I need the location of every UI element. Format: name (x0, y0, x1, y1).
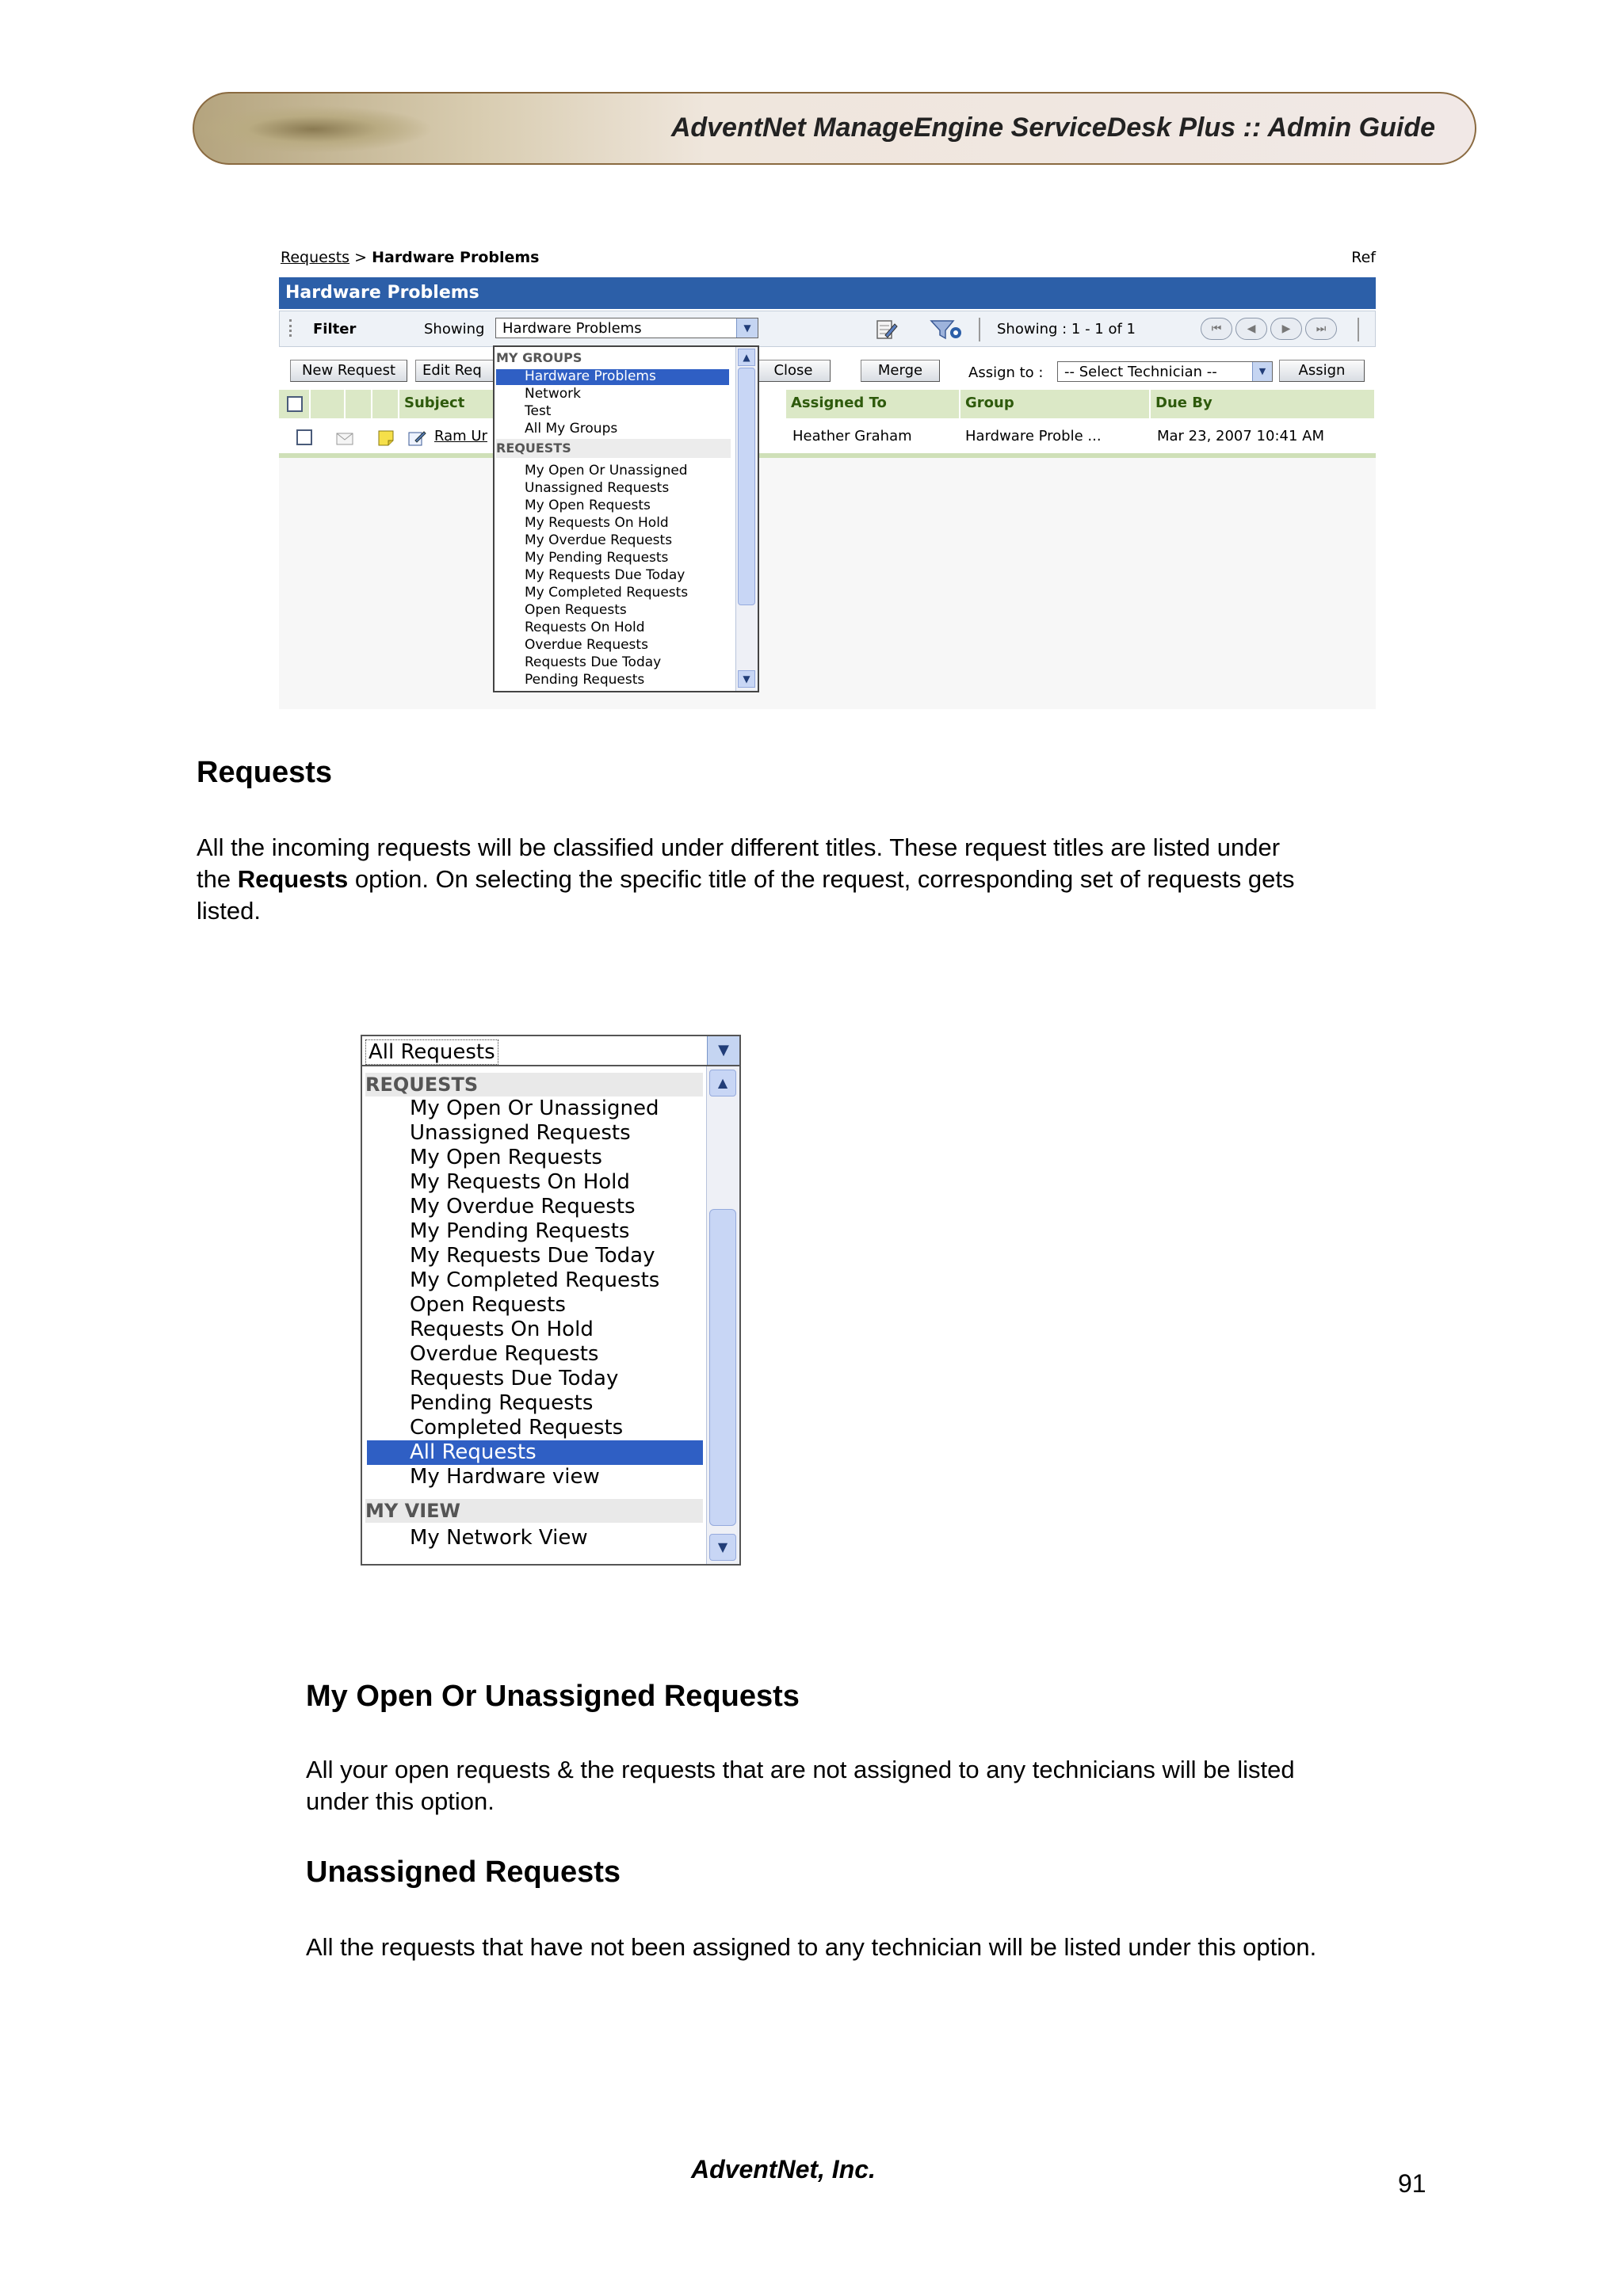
breadcrumb (281, 249, 540, 266)
paragraph-line: All your open requests & the requests that are not assigned to any technicians will be listed (306, 1756, 1295, 1783)
dropdown-item[interactable]: Requests On Hold (525, 620, 645, 635)
dropdown-item[interactable]: Unassigned Requests (410, 1121, 631, 1145)
edit-request-button[interactable]: Edit Req (415, 360, 495, 382)
dropdown-item[interactable]: Requests Due Today (525, 654, 662, 670)
dropdown-item[interactable]: My Network View (410, 1526, 588, 1550)
dropdown-item[interactable]: My Overdue Requests (410, 1195, 636, 1219)
first-page-icon[interactable]: ⏮ (1201, 318, 1232, 340)
text-run: option. On selecting the specific title of the request, corresponding set of requests gets (348, 865, 1295, 893)
row-subject-link[interactable]: Ram Ur (434, 428, 487, 444)
dropdown-item[interactable]: My Hardware view (410, 1465, 600, 1489)
scroll-up-icon[interactable]: ▲ (709, 1070, 736, 1097)
banner-artwork (194, 93, 456, 165)
previous-page-icon[interactable]: ◀ (1235, 318, 1267, 340)
header-select-all[interactable] (279, 390, 311, 418)
row-due-by: Mar 23, 2007 10:41 AM (1157, 428, 1324, 444)
section-heading-unassigned: Unassigned Requests (306, 1855, 621, 1889)
dropdown-item[interactable]: Requests On Hold (410, 1318, 594, 1341)
row-group: Hardware Proble ... (965, 428, 1102, 444)
dropdown-item[interactable]: Requests Due Today (410, 1367, 619, 1390)
header-banner (193, 92, 1476, 165)
dropdown-item[interactable]: My Overdue Requests (525, 532, 673, 548)
showing-dropdown-list[interactable] (493, 345, 759, 692)
screenshot-all-requests-dropdown (361, 1035, 743, 1566)
dropdown-item[interactable]: My Requests On Hold (410, 1170, 630, 1194)
dropdown-group-label: REQUESTS (365, 1073, 703, 1097)
chevron-down-icon[interactable]: ▼ (1252, 362, 1272, 381)
action-bar (279, 355, 1376, 387)
paragraph-line: All the incoming requests will be classified under different titles. These request titles are listed under (197, 833, 1281, 861)
grip-icon (289, 319, 295, 337)
dropdown-item-selected[interactable]: All Requests (410, 1440, 537, 1464)
scrollbar-thumb[interactable] (709, 1209, 736, 1526)
dropdown-item[interactable]: Pending Requests (525, 672, 645, 688)
dropdown-item[interactable]: All My Groups (525, 421, 618, 437)
paragraph-line: All the requests that have not been assigned to any technician will be listed under this option. (306, 1933, 1317, 1961)
showing-count: Showing : 1 - 1 of 1 (997, 321, 1136, 338)
dropdown-item[interactable]: My Open Or Unassigned (410, 1097, 659, 1120)
note-icon[interactable] (377, 429, 395, 447)
dropdown-item[interactable]: Open Requests (410, 1293, 566, 1317)
header-blank (346, 390, 372, 418)
header-blank (372, 390, 399, 418)
page-number: 91 (1398, 2169, 1426, 2198)
dropdown-item[interactable]: My Requests Due Today (525, 567, 685, 583)
scroll-up-icon[interactable]: ▲ (738, 349, 755, 366)
toolbar-separator (979, 318, 980, 341)
dropdown-item[interactable]: My Open Or Unassigned (525, 463, 688, 479)
header-blank (311, 390, 346, 418)
dropdown-item[interactable]: Test (525, 403, 552, 419)
dropdown-scrollbar[interactable] (706, 1066, 739, 1564)
breadcrumb-link-requests[interactable]: Requests (281, 249, 350, 266)
dropdown-item[interactable]: My Requests Due Today (410, 1244, 655, 1268)
assign-to-label: Assign to : (968, 364, 1044, 381)
column-header-assigned-to[interactable]: Assigned To (786, 390, 960, 418)
dropdown-group-label: MY VIEW (365, 1499, 703, 1523)
open-unassigned-paragraph (306, 1754, 1463, 1817)
row-checkbox[interactable] (296, 429, 312, 445)
list-background (279, 458, 1376, 709)
requests-paragraph (197, 832, 1465, 927)
paragraph-line: under this option. (306, 1787, 495, 1815)
dropdown-item[interactable]: Pending Requests (410, 1391, 594, 1415)
table-row[interactable] (279, 418, 1376, 458)
breadcrumb-separator: > (354, 249, 368, 266)
table-header (279, 390, 1376, 418)
footer-company: AdventNet, Inc. (691, 2155, 876, 2183)
close-button[interactable]: Close (756, 360, 831, 382)
screenshot-hardware-problems (279, 238, 1376, 709)
dropdown-item[interactable]: Unassigned Requests (525, 480, 670, 496)
new-request-button[interactable]: New Request (290, 360, 407, 382)
column-header-subject[interactable]: Subject (399, 390, 510, 418)
dropdown-item[interactable]: My Completed Requests (525, 585, 689, 601)
requests-dropdown-list[interactable] (361, 1066, 741, 1566)
select-all-checkbox[interactable] (287, 396, 303, 412)
dropdown-item[interactable]: My Pending Requests (525, 550, 669, 566)
showing-select[interactable] (495, 318, 758, 338)
document-title: AdventNet ManageEngine ServiceDesk Plus :: Admin Guide (670, 113, 1435, 143)
unassigned-paragraph (306, 1932, 1479, 1963)
scrollbar-thumb[interactable] (738, 368, 755, 605)
showing-select-value: Hardware Problems (502, 320, 642, 337)
funnel-settings-icon[interactable] (930, 318, 963, 341)
scroll-down-icon[interactable]: ▼ (709, 1534, 736, 1561)
dropdown-item[interactable]: My Open Requests (410, 1146, 602, 1169)
filter-label[interactable]: Filter (313, 321, 357, 338)
envelope-icon (336, 433, 353, 445)
dropdown-item[interactable]: My Pending Requests (410, 1219, 630, 1243)
technician-select-value: -- Select Technician -- (1064, 364, 1217, 380)
assign-button[interactable]: Assign (1279, 360, 1365, 382)
chevron-down-icon[interactable]: ▼ (707, 1036, 739, 1065)
refresh-link[interactable]: Ref (1351, 249, 1376, 266)
dropdown-item[interactable]: Overdue Requests (410, 1342, 599, 1366)
dropdown-group-label: REQUESTS (496, 439, 731, 458)
dropdown-scrollbar[interactable] (735, 347, 758, 691)
edit-filter-icon[interactable] (873, 318, 898, 341)
row-assigned-to: Heather Graham (792, 428, 912, 444)
dropdown-item[interactable]: My Requests On Hold (525, 515, 669, 531)
dropdown-item[interactable]: Hardware Problems (525, 368, 656, 384)
bold-term: Requests (237, 865, 349, 893)
edit-icon[interactable] (407, 429, 426, 447)
dropdown-item[interactable]: Network (525, 386, 581, 402)
showing-label: Showing (424, 321, 485, 338)
dropdown-item[interactable]: Completed Requests (410, 1416, 624, 1440)
dropdown-item[interactable]: Open Requests (525, 602, 627, 618)
paragraph-line: listed. (197, 897, 261, 925)
next-page-icon[interactable]: ▶ (1270, 318, 1302, 340)
section-heading-requests: Requests (197, 756, 333, 789)
technician-select[interactable] (1057, 361, 1273, 382)
dropdown-item[interactable]: My Completed Requests (410, 1268, 660, 1292)
dropdown-item[interactable]: My Open Requests (525, 498, 651, 513)
chevron-down-icon[interactable]: ▼ (736, 318, 758, 338)
merge-button[interactable]: Merge (861, 360, 940, 382)
section-heading-my-open-or-unassigned: My Open Or Unassigned Requests (306, 1680, 800, 1713)
toolbar-separator (1358, 318, 1359, 341)
column-header-due-by[interactable]: Due By (1151, 390, 1376, 418)
filter-bar (279, 311, 1376, 347)
text-run: the (197, 865, 238, 893)
scroll-down-icon[interactable]: ▼ (738, 670, 755, 688)
panel-title: Hardware Problems (279, 277, 1376, 309)
dropdown-group-label: MY GROUPS (496, 350, 582, 365)
column-header-group[interactable]: Group (960, 390, 1151, 418)
last-page-icon[interactable]: ⏭ (1305, 318, 1337, 340)
requests-select-value: All Requests (365, 1039, 498, 1065)
requests-select[interactable] (361, 1035, 741, 1066)
dropdown-item[interactable]: Overdue Requests (525, 637, 648, 653)
paragraph-line (197, 864, 1465, 895)
breadcrumb-current: Hardware Problems (372, 249, 540, 266)
